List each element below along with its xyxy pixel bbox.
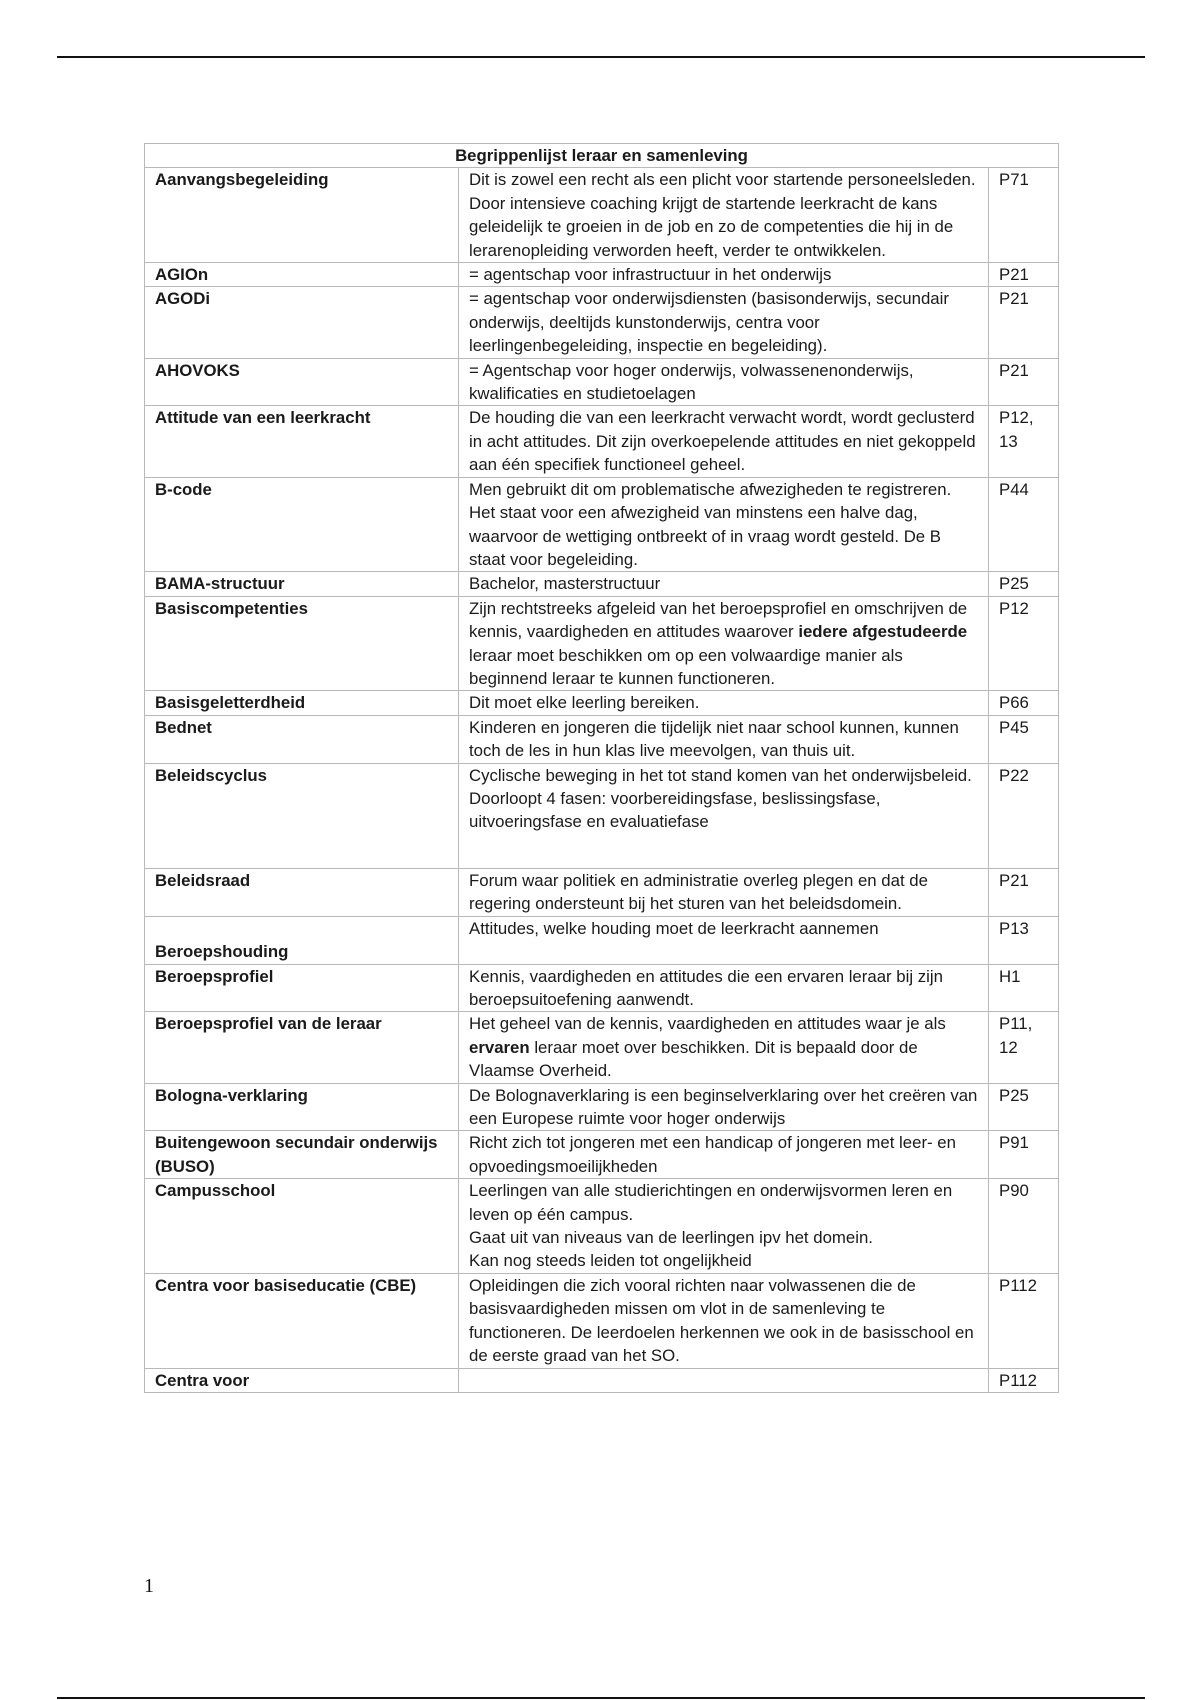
definition-cell: Kinderen en jongeren die tijdelijk niet naar school kunnen, kunnen toch de les in hun klas live meevolgen, van thuis uit. <box>459 715 989 763</box>
definition-cell: Bachelor, masterstructuur <box>459 572 989 596</box>
definition-cell <box>459 1179 989 1274</box>
header-rule <box>57 56 1145 58</box>
table-row <box>145 1368 1059 1392</box>
term-cell: Beroepshouding <box>145 916 459 964</box>
table-row <box>145 1131 1059 1179</box>
definition-cell <box>459 1012 989 1083</box>
page-reference: P12 <box>989 596 1059 691</box>
table-row <box>145 358 1059 406</box>
term-cell: Beleidscyclus <box>145 763 459 868</box>
page-reference: P66 <box>989 691 1059 715</box>
term-cell: Bednet <box>145 715 459 763</box>
table-row <box>145 1273 1059 1368</box>
definition-emphasis: iedere afgestudeerde <box>798 622 968 642</box>
page-reference: P25 <box>989 572 1059 596</box>
definition-text: Het geheel van de kennis, vaardigheden en attitudes waar je als <box>469 1014 946 1034</box>
term-cell: Centra voor basiseducatie (CBE) <box>145 1273 459 1368</box>
term-cell: Bologna-verklaring <box>145 1083 459 1131</box>
page-reference: P90 <box>989 1179 1059 1274</box>
table-row <box>145 1179 1059 1274</box>
page-reference: P71 <box>989 168 1059 263</box>
table-row <box>145 715 1059 763</box>
table-row <box>145 596 1059 691</box>
definition-cell: Opleidingen die zich vooral richten naar volwassenen die de basisvaardigheden missen om vlot in de samenleving te functioneren. De leerdoelen herkennen we ook in de basisschool en de eerste graad van het SO. <box>459 1273 989 1368</box>
definition-cell <box>459 1368 989 1392</box>
term-cell: Aanvangsbegeleiding <box>145 168 459 263</box>
page-reference: P112 <box>989 1273 1059 1368</box>
definition-line: Kan nog steeds leiden tot ongelijkheid <box>469 1251 752 1271</box>
page-reference: P91 <box>989 1131 1059 1179</box>
term-cell: Basisgeletterdheid <box>145 691 459 715</box>
term-cell: B-code <box>145 477 459 572</box>
footer-rule <box>57 1697 1145 1699</box>
glossary-table <box>144 143 1059 1393</box>
definition-cell <box>459 596 989 691</box>
definition-cell: Dit moet elke leerling bereiken. <box>459 691 989 715</box>
page-reference: P21 <box>989 358 1059 406</box>
definition-cell: Attitudes, welke houding moet de leerkracht aannemen <box>459 916 989 964</box>
table-row <box>145 1012 1059 1083</box>
page-number: 1 <box>144 1575 154 1597</box>
page-reference: P25 <box>989 1083 1059 1131</box>
definition-cell: = Agentschap voor hoger onderwijs, volwassenenonderwijs, kwalificaties en studietoelagen <box>459 358 989 406</box>
table-row <box>145 1083 1059 1131</box>
page-reference: P44 <box>989 477 1059 572</box>
definition-text: leraar moet beschikken om op een volwaardige manier als beginnend leraar te kunnen functioneren. <box>469 645 903 688</box>
term-cell: AGIOn <box>145 263 459 287</box>
table-row <box>145 868 1059 916</box>
table-row <box>145 287 1059 358</box>
definition-cell: Kennis, vaardigheden en attitudes die een ervaren leraar bij zijn beroepsuitoefening aanwendt. <box>459 964 989 1012</box>
page-reference: P45 <box>989 715 1059 763</box>
definition-text: leraar moet over beschikken. Dit is bepaald door de Vlaamse Overheid. <box>469 1037 918 1081</box>
term-cell: Centra voor <box>145 1368 459 1392</box>
definition-cell: = agentschap voor onderwijsdiensten (basisonderwijs, secundair onderwijs, deeltijds kunstonderwijs, centra voor leerlingenbegeleiding, inspectie en begeleiding). <box>459 287 989 358</box>
table-title: Begrippenlijst leraar en samenleving <box>145 144 1059 168</box>
definition-cell: Men gebruikt dit om problematische afwezigheden te registreren. Het staat voor een afwezigheid van minstens een halve dag, waarvoor de wettiging ontbreekt of in vraag wordt gesteld. De B staat voor begeleiding. <box>459 477 989 572</box>
page-reference: P12, 13 <box>989 406 1059 477</box>
term-cell: Buitengewoon secundair onderwijs (BUSO) <box>145 1131 459 1179</box>
definition-cell: Forum waar politiek en administratie overleg plegen en dat de regering ondersteunt bij het sturen van het beleidsdomein. <box>459 868 989 916</box>
table-row <box>145 916 1059 964</box>
definition-cell: De Bolognaverklaring is een beginselverklaring over het creëren van een Europese ruimte voor hoger onderwijs <box>459 1083 989 1131</box>
page-reference: P22 <box>989 763 1059 868</box>
term-cell: BAMA-structuur <box>145 572 459 596</box>
term-cell: Attitude van een leerkracht <box>145 406 459 477</box>
term-cell: AHOVOKS <box>145 358 459 406</box>
page-reference: P112 <box>989 1368 1059 1392</box>
page-reference: P21 <box>989 868 1059 916</box>
definition-emphasis: ervaren <box>469 1037 530 1057</box>
page-reference: P21 <box>989 263 1059 287</box>
page-reference: H1 <box>989 964 1059 1012</box>
page-reference: P11, 12 <box>989 1012 1059 1083</box>
page-reference: P21 <box>989 287 1059 358</box>
definition-cell: De houding die van een leerkracht verwacht wordt, wordt geclusterd in acht attitudes. Dit zijn overkoepelende attitudes en niet gekoppeld aan één specifiek functioneel geheel. <box>459 406 989 477</box>
table-row <box>145 406 1059 477</box>
table-header-row <box>145 144 1059 168</box>
definition-cell: = agentschap voor infrastructuur in het onderwijs <box>459 263 989 287</box>
term-cell: Basiscompetenties <box>145 596 459 691</box>
table-row <box>145 691 1059 715</box>
term-cell: Beleidsraad <box>145 868 459 916</box>
definition-cell: Dit is zowel een recht als een plicht voor startende personeelsleden. Door intensieve coaching krijgt de startende leerkracht de kans geleidelijk te groeien in de job en zo de competenties die hij in de lerarenopleiding verworden heeft, verder te ontwikkelen. <box>459 168 989 263</box>
table-row <box>145 964 1059 1012</box>
term-cell: AGODi <box>145 287 459 358</box>
definition-cell: Richt zich tot jongeren met een handicap of jongeren met leer- en opvoedingsmoeilijkheden <box>459 1131 989 1179</box>
table-row <box>145 572 1059 596</box>
term-cell: Beroepsprofiel <box>145 964 459 1012</box>
definition-line: Leerlingen van alle studierichtingen en onderwijsvormen leren en leven op één campus. <box>469 1181 953 1224</box>
table-row <box>145 168 1059 263</box>
definition-cell: Cyclische beweging in het tot stand komen van het onderwijsbeleid. Doorloopt 4 fasen: voorbereidingsfase, beslissingsfase, uitvoeringsfase en evaluatiefase <box>459 763 989 868</box>
table-row <box>145 263 1059 287</box>
definition-line: Gaat uit van niveaus van de leerlingen ipv het domein. <box>469 1228 873 1248</box>
page-reference: P13 <box>989 916 1059 964</box>
table-row <box>145 763 1059 868</box>
table-row <box>145 477 1059 572</box>
term-cell: Campusschool <box>145 1179 459 1274</box>
definition-text: Zijn rechtstreeks afgeleid van het beroepsprofiel en omschrijven de kennis, vaardigheden en attitudes waarover <box>469 598 968 642</box>
term-cell: Beroepsprofiel van de leraar <box>145 1012 459 1083</box>
